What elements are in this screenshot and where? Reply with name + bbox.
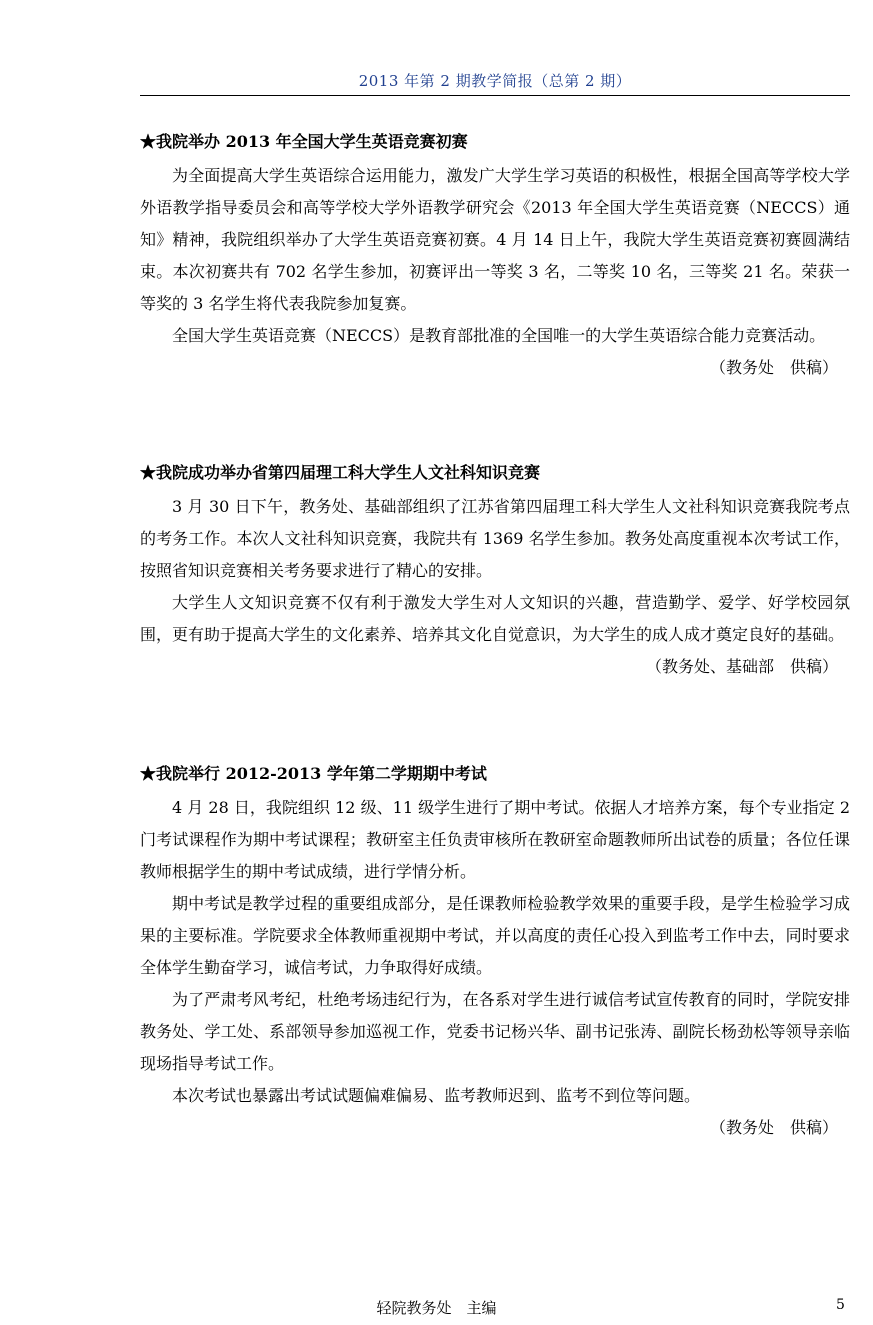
- article-paragraph: 全国大学生英语竞赛（NECCS）是教育部批准的全国唯一的大学生英语综合能力竞赛活动。: [172, 326, 826, 345]
- article-title: ★我院成功举办省第四届理工科大学生人文社科知识竞赛: [140, 463, 541, 482]
- article-midterm-exam: [140, 763, 850, 1144]
- article-humanities-contest: [140, 462, 850, 683]
- article-paragraph: 4 月 28 日，我院组织 12 级、11 级学生进行了期中考试。依据人才培养方案，每个专业指定 2 门考试课程作为期中考试课程；教研室主任负责审核所在教研室命题教师所出试卷的质量；各位任课教师根据学生的期中考试成绩，进行学情分析。: [140, 798, 850, 881]
- article-source: （教务处 供稿）: [709, 358, 838, 377]
- article-source: （教务处 供稿）: [709, 1118, 838, 1137]
- running-header: 2013 年第 2 期教学简报（总第 2 期）: [358, 72, 632, 90]
- article-title: ★我院举办 2013 年全国大学生英语竞赛初赛: [140, 132, 468, 151]
- article-paragraph: 期中考试是教学过程的重要组成部分，是任课教师检验教学效果的重要手段，是学生检验学习成果的主要标准。学院要求全体教师重视期中考试，并以高度的责任心投入到监考工作中去，同时要求全体学生勤奋学习，诚信考试，力争取得好成绩。: [140, 894, 850, 977]
- article-paragraph: 本次考试也暴露出考试试题偏难偏易、监考教师迟到、监考不到位等问题。: [172, 1086, 701, 1105]
- header-rule: [140, 95, 850, 96]
- page-number: 5: [836, 1297, 845, 1313]
- article-title: ★我院举行 2012-2013 学年第二学期期中考试: [140, 764, 487, 783]
- article-source: （教务处、基础部 供稿）: [645, 657, 838, 676]
- article-paragraph: 3 月 30 日下午，教务处、基础部组织了江苏省第四届理工科大学生人文社科知识竞赛我院考点的考务工作。本次人文社科知识竞赛，我院共有 1369 名学生参加。教务处高度重视本次考试工作，按照省知识竞赛相关考务要求进行了精心的安排。: [140, 497, 850, 580]
- footer-editor: 轻院教务处 主编: [376, 1299, 497, 1317]
- article-paragraph: 大学生人文知识竞赛不仅有利于激发大学生对人文知识的兴趣，营造勤学、爱学、好学校园氛围，更有助于提高大学生的文化素养、培养其文化自觉意识，为大学生的成人成才奠定良好的基础。: [140, 593, 850, 644]
- article-paragraph: 为全面提高大学生英语综合运用能力，激发广大学生学习英语的积极性，根据全国高等学校大学外语教学指导委员会和高等学校大学外语教学研究会《2013 年全国大学生英语竞赛（NECCS）通知》精神，我院组织举办了大学生英语竞赛初赛。4 月 14 日上午，我院大学生英语竞赛初赛圆满结束。本次初赛共有 702 名学生参加，初赛评出一等奖 3 名，二等奖 10 名，三等奖 21 名。荣获一等奖的 3 名学生将代表我院参加复赛。: [140, 166, 850, 313]
- article-paragraph: 为了严肃考风考纪，杜绝考场违纪行为，在各系对学生进行诚信考试宣传教育的同时，学院安排教务处、学工处、系部领导参加巡视工作，党委书记杨兴华、副书记张涛、副院长杨劲松等领导亲临现场指导考试工作。: [140, 990, 850, 1073]
- article-english-contest: [140, 131, 850, 384]
